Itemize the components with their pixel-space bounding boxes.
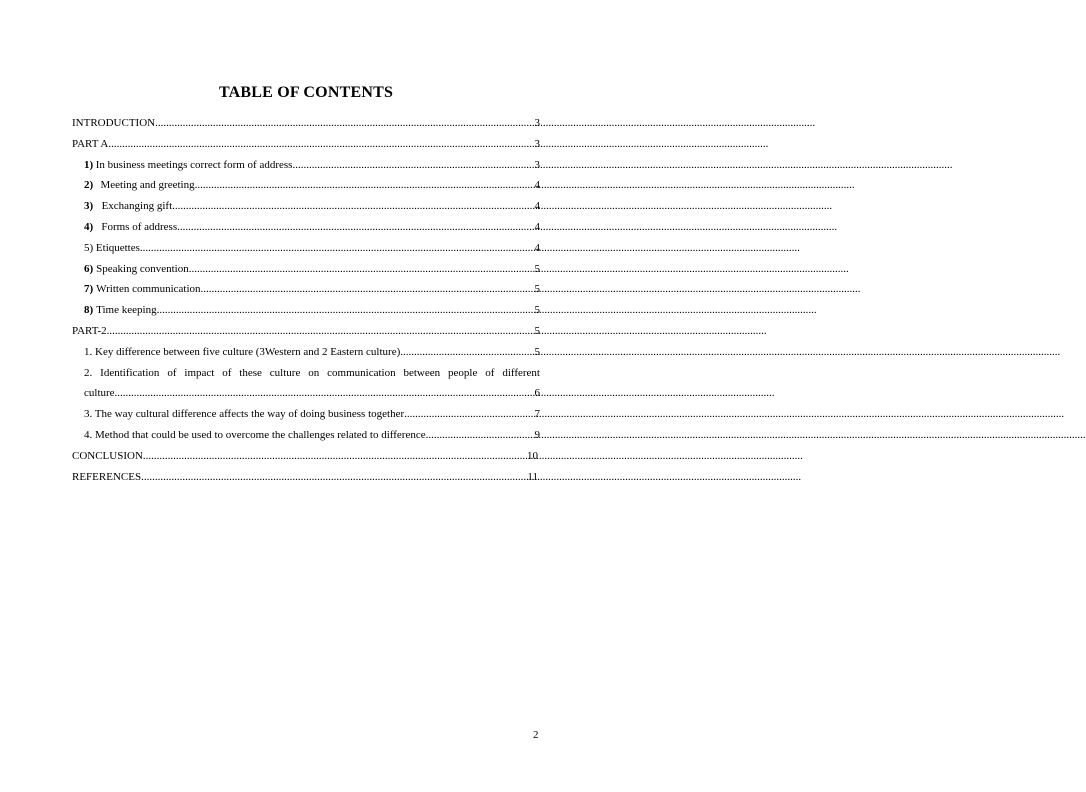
dot-leader [143, 450, 527, 463]
toc-entry-label: Forms of address [101, 220, 178, 233]
toc-page-number: 3 [534, 117, 540, 129]
dot-leader [140, 242, 535, 255]
dot-leader [426, 429, 535, 442]
toc-entry-conclusion[interactable] [72, 450, 540, 463]
dot-leader [141, 471, 527, 484]
toc-entry-correct-form-of-address[interactable] [72, 159, 540, 172]
toc-entry-written-communication[interactable] [72, 283, 540, 296]
toc-entry-label: CONCLUSION [72, 449, 143, 462]
dot-leader [107, 325, 535, 338]
toc-entry-exchanging-gift[interactable] [72, 200, 540, 213]
dot-leader [108, 138, 534, 151]
page-title: TABLE OF CONTENTS [218, 84, 394, 101]
toc-entry-label: Time keeping [96, 304, 157, 317]
toc-page-number: 11 [527, 470, 538, 483]
table-of-contents [72, 117, 540, 491]
toc-page-number: 4 [534, 220, 540, 233]
page-number: 2 [533, 729, 539, 741]
toc-entry-cultural-difference-business[interactable] [72, 408, 540, 421]
toc-page-number: 5 [534, 324, 540, 337]
dot-leader [155, 117, 534, 130]
toc-entry-label-line-1: 2. Identification of impact of these culture on communication between people of different [84, 366, 540, 379]
toc-page-number: 4 [534, 179, 540, 192]
toc-entry-speaking-convention[interactable] [72, 263, 540, 276]
toc-entry-number: 3) [84, 200, 94, 213]
toc-entry-part-a[interactable] [72, 138, 540, 151]
toc-entry-label: PART-2 [72, 324, 107, 337]
toc-entry-label: Speaking convention [96, 262, 189, 275]
toc-entry-label: In business meetings correct form of address [95, 158, 293, 171]
toc-entry-label-line-2: culture [84, 387, 115, 400]
toc-entry-time-keeping[interactable] [72, 304, 540, 317]
toc-entry-label: Exchanging gift [101, 200, 173, 213]
toc-entry-identification-of-impact[interactable] [72, 367, 540, 401]
toc-entry-line-2 [84, 387, 540, 400]
dot-leader [201, 283, 535, 296]
toc-entry-introduction[interactable] [72, 117, 540, 130]
toc-entry-label: Written communication [96, 283, 201, 296]
dot-leader [189, 263, 535, 276]
toc-page-number: 3 [534, 137, 540, 150]
toc-page-number: 9 [534, 428, 540, 441]
toc-entry-label: PART A [72, 137, 109, 150]
toc-entry-meeting-and-greeting[interactable] [72, 179, 540, 192]
dot-leader [177, 221, 534, 234]
toc-entry-number: 6) [84, 262, 94, 275]
toc-entry-label: 3. The way cultural difference affects the way of doing business together [84, 408, 405, 421]
dot-leader [157, 304, 535, 317]
toc-entry-etiquettes[interactable] [72, 242, 540, 255]
toc-entry-label: 4. Method that could be used to overcome the challenges related to difference [84, 428, 426, 441]
toc-page-number: 4 [534, 200, 540, 213]
toc-entry-label: INTRODUCTION [72, 117, 156, 129]
toc-entry-label: Meeting and greeting [100, 179, 195, 192]
toc-page-number: 5 [534, 345, 540, 358]
toc-entry-method-to-overcome[interactable] [72, 429, 540, 442]
dot-leader [195, 179, 535, 192]
toc-entry-key-difference[interactable] [72, 346, 540, 359]
toc-entry-forms-of-address[interactable] [72, 221, 540, 234]
dot-leader [115, 387, 535, 400]
toc-page-number: 3 [534, 158, 540, 171]
toc-page-number: 5 [534, 283, 540, 296]
toc-entry-part-2[interactable] [72, 325, 540, 338]
toc-entry-number: 4) [84, 220, 94, 233]
toc-page-number: 6 [534, 387, 540, 400]
toc-entry-label: REFERENCES [72, 470, 142, 483]
toc-entry-number: 2) [84, 179, 94, 192]
toc-entry-label: 5) Etiquettes [84, 241, 140, 254]
toc-page-number: 5 [534, 304, 540, 317]
toc-entry-number: 1) [84, 158, 94, 171]
toc-entry-label: 1. Key difference between five culture (3Western and 2 Eastern culture) [84, 345, 401, 358]
toc-entry-references[interactable] [72, 471, 540, 484]
toc-page-number: 4 [534, 241, 540, 254]
dot-leader [292, 159, 534, 172]
dot-leader [404, 408, 534, 421]
dot-leader [400, 346, 534, 359]
toc-page-number: 7 [534, 408, 540, 421]
dot-leader [172, 200, 534, 213]
toc-entry-number: 7) [84, 283, 94, 296]
toc-page-number: 5 [534, 262, 540, 275]
toc-entry-number: 8) [84, 304, 94, 317]
toc-page-number: 10 [527, 449, 538, 462]
